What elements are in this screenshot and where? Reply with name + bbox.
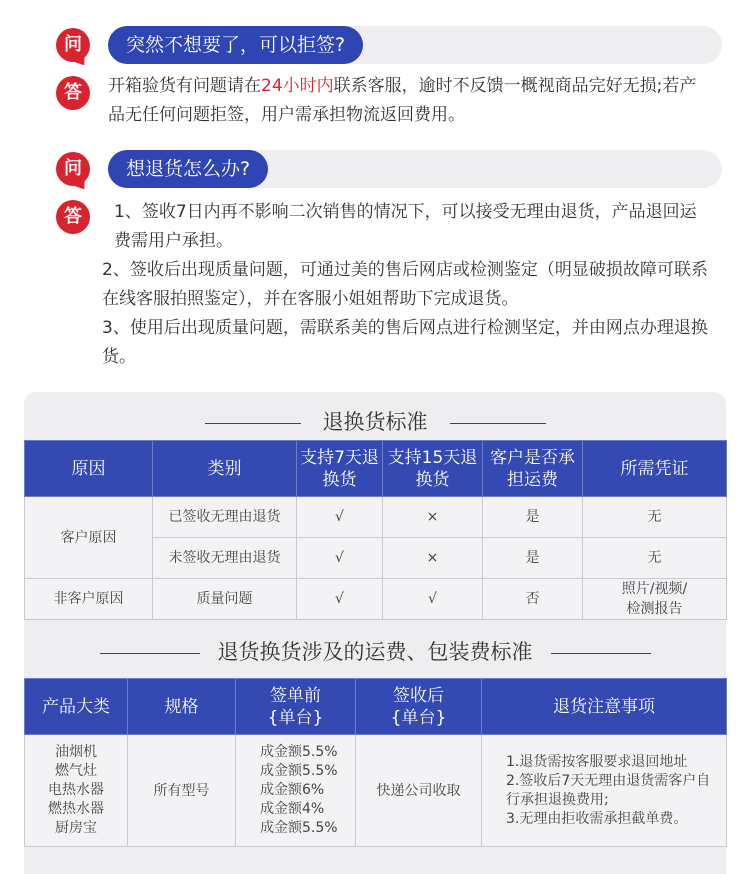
- col-header: 退货注意事项: [482, 679, 727, 735]
- table-cell: 无: [583, 538, 727, 579]
- title-divider: [100, 653, 200, 654]
- answer-text-pre: 开箱验货有问题请在: [108, 76, 261, 96]
- question-text: 想退货怎么办?: [108, 150, 268, 188]
- after-sign-cell: 快递公司收取: [356, 735, 482, 847]
- fee-item: 成金额5.5%: [260, 744, 338, 760]
- table-cell: √: [297, 538, 383, 579]
- table-header-row: [25, 441, 727, 497]
- answer-line-3: 3、使用后出现质量问题，需联系美的售后网点进行检测坚定，并由网点办理退换货。: [102, 318, 708, 367]
- table-cell: √: [297, 497, 383, 538]
- fee-standard-table: [24, 678, 727, 847]
- answer-line-2: 2、签收后出现质量问题，可通过美的售后网店或检测鉴定（明显破损故障可联系在线客服拍照鉴定），并在客服小姐姐帮助下完成退货。: [102, 260, 708, 309]
- fee-item: 成金额4%: [260, 801, 325, 817]
- answer-line-1: 1、签收7日内再不影响二次销售的情况下，可以接受无理由退货，产品退回运费需用户承担。: [114, 202, 697, 251]
- table-cell: √: [297, 579, 383, 620]
- product-item: 油烟机: [55, 744, 97, 760]
- faq-question-1: [28, 26, 722, 64]
- faq-question-2: [28, 150, 722, 188]
- product-item: 燃热水器: [48, 801, 104, 817]
- table-cell: 客户原因: [25, 497, 153, 579]
- note-item: 2.签收后7天无理由退货需客户自行承担退换费用;: [506, 772, 711, 808]
- col-header: 原因: [25, 441, 153, 497]
- product-item: 厨房宝: [55, 820, 97, 836]
- table-cell: 否: [483, 579, 583, 620]
- table-cell: √: [383, 579, 483, 620]
- return-table-title: [24, 406, 726, 436]
- question-text: 突然不想要了，可以拒签?: [108, 26, 363, 64]
- fee-item: 成金额5.5%: [260, 820, 338, 836]
- table-cell: 是: [483, 497, 583, 538]
- answer-badge-icon: 答: [56, 76, 90, 110]
- faq-answer-2: [102, 198, 710, 372]
- faq-answer-1: [108, 72, 710, 130]
- col-header: 签收后{单台}: [356, 679, 482, 735]
- note-item: 3.无理由拒收需承担截单费。: [506, 810, 688, 827]
- answer-text-post: 联系客服，逾时不反馈一概视商品完好无损;若产品无任何问题拒签，用户需承担物流返回费用。: [108, 76, 697, 125]
- note-item: 1.退货需按客服要求退回地址: [506, 753, 688, 770]
- fee-item: 成金额6%: [260, 782, 325, 798]
- col-header: 所需凭证: [583, 441, 727, 497]
- product-category-cell: [25, 735, 128, 847]
- table-cell: 已签收无理由退货: [153, 497, 297, 538]
- table-header-row: [25, 679, 727, 735]
- return-table-title-text: 退换货标准: [322, 410, 428, 434]
- answer-badge-icon: 答: [56, 200, 90, 234]
- table-cell: 非客户原因: [25, 579, 153, 620]
- table-cell: 照片/视频/检测报告: [583, 579, 727, 620]
- col-header: 支持15天退换货: [383, 441, 483, 497]
- table-cell: 是: [483, 538, 583, 579]
- policy-panel: [24, 392, 726, 874]
- notes-cell: [482, 735, 727, 847]
- product-item: 燃气灶: [55, 763, 97, 779]
- fee-item: 成金额5.5%: [260, 763, 338, 779]
- table-row: [25, 579, 727, 620]
- title-divider: [205, 423, 301, 424]
- table-row: [25, 735, 727, 847]
- fee-table-title: [24, 636, 726, 666]
- title-divider: [450, 423, 546, 424]
- table-cell: 质量问题: [153, 579, 297, 620]
- table-row: [25, 497, 727, 538]
- table-cell: ×: [383, 497, 483, 538]
- col-header: 客户是否承担运费: [483, 441, 583, 497]
- col-header: 支持7天退换货: [297, 441, 383, 497]
- col-header: 类别: [153, 441, 297, 497]
- col-header: 规格: [128, 679, 236, 735]
- table-cell: ×: [383, 538, 483, 579]
- col-header: 产品大类: [25, 679, 128, 735]
- table-cell: 未签收无理由退货: [153, 538, 297, 579]
- title-divider: [551, 653, 651, 654]
- question-badge-icon: 问: [56, 152, 90, 186]
- spec-cell: 所有型号: [128, 735, 236, 847]
- before-sign-cell: [236, 735, 356, 847]
- answer-highlight: 24小时内: [261, 76, 334, 96]
- return-standard-table: [24, 440, 727, 620]
- col-header: 签单前{单台}: [236, 679, 356, 735]
- table-cell: 无: [583, 497, 727, 538]
- question-badge-icon: 问: [56, 28, 90, 62]
- product-item: 电热水器: [48, 782, 104, 798]
- fee-table-title-text: 退货换货涉及的运费、包装费标准: [217, 640, 533, 664]
